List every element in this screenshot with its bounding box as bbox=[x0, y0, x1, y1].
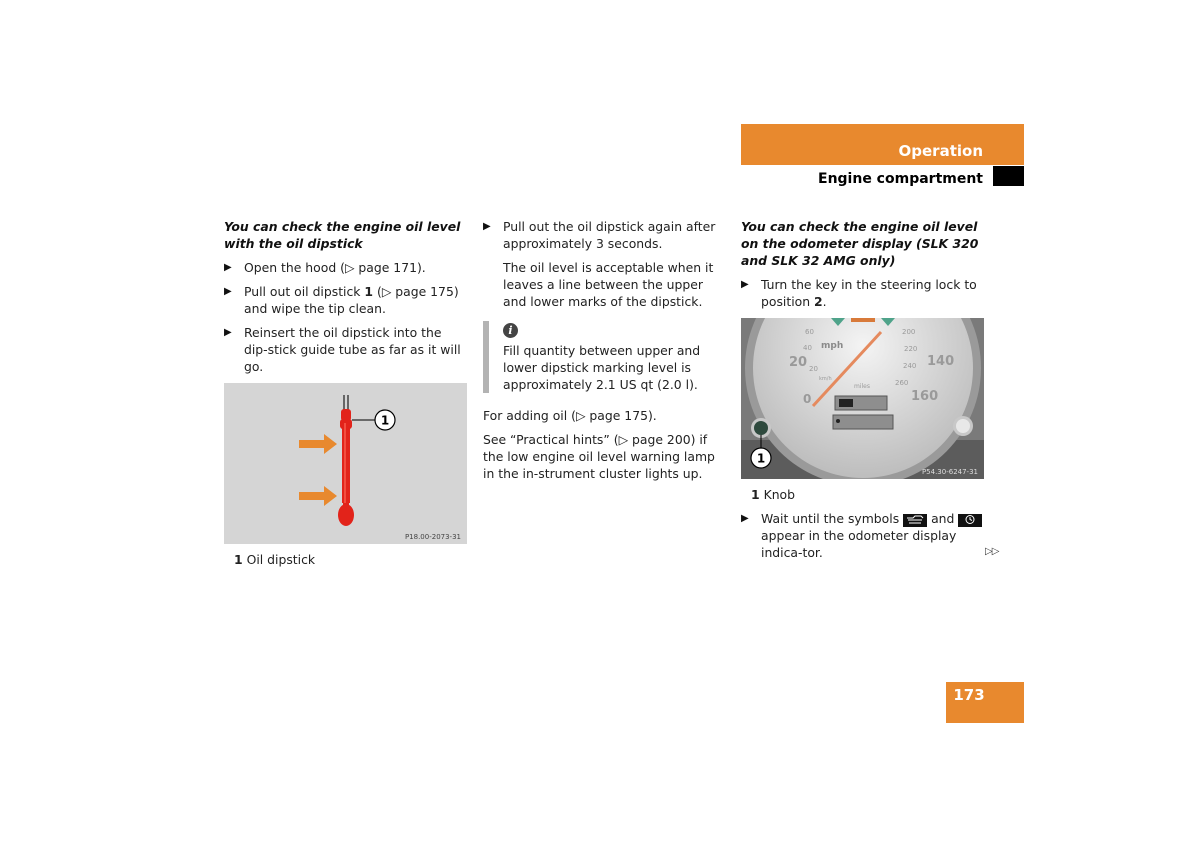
dipstick-heading: You can check the engine oil level with the oil dipstick bbox=[224, 219, 461, 251]
caption-text: Oil dipstick bbox=[246, 552, 316, 567]
caption-text: Knob bbox=[763, 487, 796, 502]
gauge-unit: mph bbox=[821, 341, 844, 351]
step-turn-key bbox=[741, 276, 985, 310]
bullet-arrow-icon: ▶ bbox=[224, 286, 232, 297]
caption-number: 1 bbox=[751, 487, 760, 502]
header-marker bbox=[993, 166, 1024, 186]
bullet-arrow-icon: ▶ bbox=[741, 279, 749, 290]
bullet-arrow-icon: ▶ bbox=[483, 221, 491, 232]
gauge-label: 140 bbox=[927, 354, 955, 369]
clock-symbol-icon bbox=[958, 514, 982, 527]
gauge-label: 20 bbox=[789, 355, 808, 370]
gauge-odo-unit: miles bbox=[854, 383, 870, 390]
column-right bbox=[741, 218, 985, 568]
instrument-cluster-illustration bbox=[741, 318, 984, 479]
instrument-cluster-figure bbox=[741, 318, 984, 479]
step-reinsert-dipstick bbox=[224, 324, 468, 375]
gauge-label: 160 bbox=[911, 389, 939, 404]
adding-oil-text: For adding oil (▷ page 175). bbox=[483, 408, 657, 423]
gauge-label: 240 bbox=[903, 362, 917, 370]
bullet-arrow-icon: ▶ bbox=[224, 327, 232, 338]
gauge-label: 200 bbox=[902, 328, 916, 336]
column-left bbox=[224, 218, 468, 575]
step-text-and: and bbox=[931, 511, 955, 526]
step-text-a: Wait until the symbols bbox=[761, 511, 900, 526]
continue-marker: ▷▷ bbox=[985, 546, 999, 557]
gauge-label: 60 bbox=[805, 328, 814, 336]
figure-code: P18.00-2073-31 bbox=[404, 533, 461, 541]
dipstick-illustration bbox=[224, 383, 467, 544]
practical-hints-text: See “Practical hints” (▷ page 200) if the low engine oil level warning lamp in the in-strument cluster lights up. bbox=[483, 432, 715, 481]
oil-level-symbol-icon bbox=[903, 514, 927, 527]
bullet-arrow-icon: ▶ bbox=[741, 513, 749, 524]
gauge-label: 220 bbox=[904, 345, 918, 353]
figure-caption bbox=[234, 551, 468, 568]
gauge-label: 40 bbox=[803, 344, 812, 352]
caption-number: 1 bbox=[234, 552, 243, 567]
step-wait-symbols bbox=[741, 510, 985, 561]
gauge-sub-unit: km/h bbox=[819, 376, 832, 382]
step-pull-dipstick bbox=[224, 283, 468, 317]
step-text: Pull out the oil dipstick again after approximately 3 seconds. bbox=[503, 219, 716, 251]
figure-code: P54.30-6247-31 bbox=[921, 468, 978, 476]
step-text-b: appear in the odometer display indica-tor. bbox=[761, 528, 957, 560]
step-text: Turn the key in the steering lock to position 2. bbox=[761, 277, 977, 309]
info-note bbox=[483, 321, 727, 393]
step-text: Open the hood (▷ page 171). bbox=[244, 260, 426, 275]
callout-number: 1 bbox=[380, 413, 390, 428]
note-text: Fill quantity between upper and lower dipstick marking level is approximately 2.1 US qt (2.0 l). bbox=[503, 343, 701, 392]
gauge-label: 260 bbox=[895, 379, 909, 387]
column-middle bbox=[483, 218, 727, 489]
odometer-heading: You can check the engine oil level on the odometer display (SLK 320 and SLK 32 AMG only) bbox=[741, 219, 979, 268]
dipstick-figure bbox=[224, 383, 467, 544]
step-text: Pull out oil dipstick 1 (▷ page 175) and wipe the tip clean. bbox=[244, 284, 459, 316]
info-icon: i bbox=[503, 323, 518, 338]
step-text: Reinsert the oil dipstick into the dip-stick guide tube as far as it will go. bbox=[244, 325, 461, 374]
gauge-label: 20 bbox=[809, 365, 818, 373]
bullet-arrow-icon: ▶ bbox=[224, 262, 232, 273]
step-pull-again bbox=[483, 218, 727, 252]
subsection-title: Engine compartment bbox=[818, 171, 983, 187]
callout-number: 1 bbox=[756, 451, 766, 466]
page-number: 173 bbox=[953, 686, 985, 704]
oil-level-explanation: The oil level is acceptable when it leaves a line between the upper and lower marks of the dipstick. bbox=[503, 260, 714, 309]
section-title: Operation bbox=[898, 142, 983, 160]
step-open-hood bbox=[224, 259, 468, 276]
gauge-label: 0 bbox=[803, 392, 812, 406]
figure-caption bbox=[751, 486, 985, 503]
